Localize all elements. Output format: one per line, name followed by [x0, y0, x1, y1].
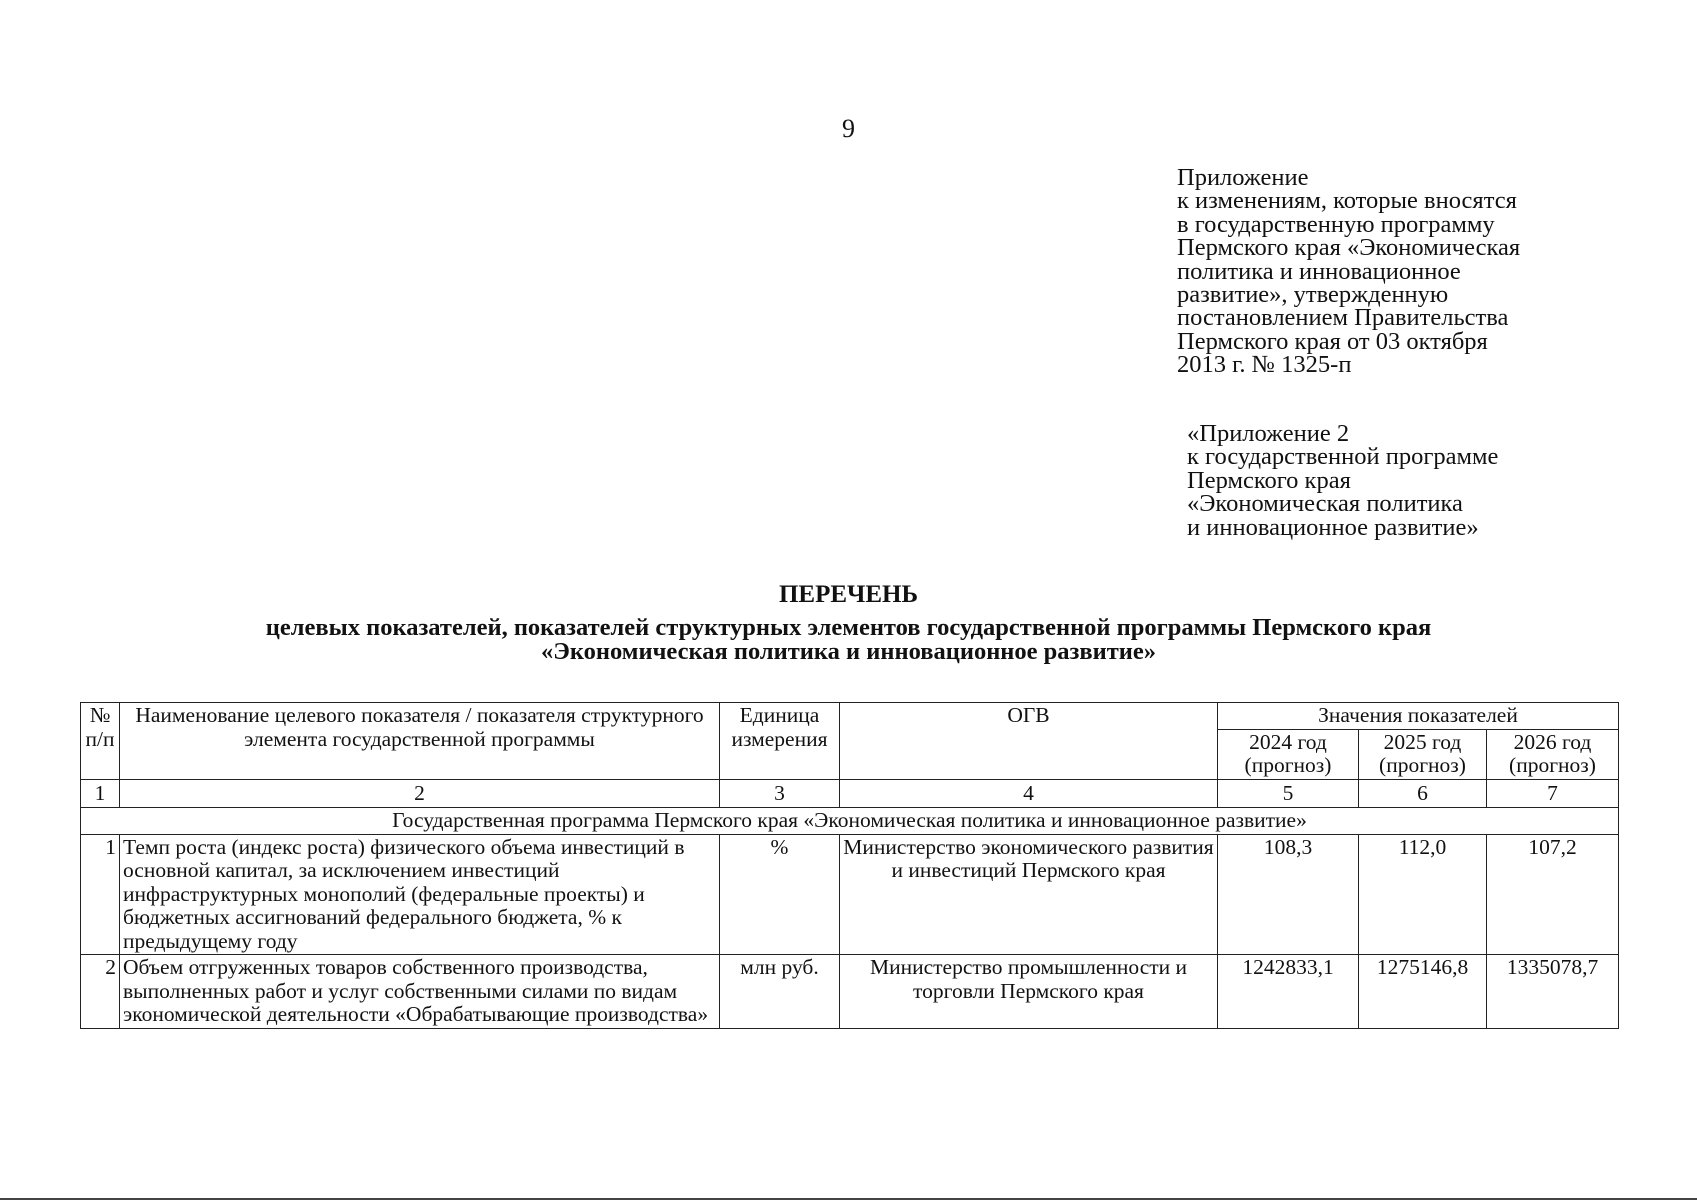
row-ogv: Министерство промышленности и торговли Пермского края	[840, 955, 1218, 1029]
appendix-2-line: «Приложение 2	[1187, 420, 1350, 447]
document-subtitle	[0, 616, 1697, 664]
appendix-line: в государственную программу	[1177, 210, 1495, 238]
column-number: 4	[840, 779, 1218, 808]
row-name: Объем отгруженных товаров собственного производства, выполненных работ и услуг собственными силами по видам экономической деятельности «Обрабатывающие производства»	[120, 955, 720, 1029]
row-value-2026: 1335078,7	[1487, 955, 1619, 1029]
row-num: 2	[81, 955, 120, 1029]
row-value-2024: 1242833,1	[1218, 955, 1359, 1029]
header-2025: 2025 год (прогноз)	[1359, 729, 1487, 779]
appendix-block	[1177, 166, 1677, 377]
document-title: ПЕРЕЧЕНЬ	[778, 581, 919, 608]
subtitle-line-2: «Экономическая политика и инновационное развитие»	[540, 638, 1157, 665]
row-num: 1	[81, 834, 120, 955]
appendix-line: развитие», утвержденную	[1177, 281, 1449, 309]
row-unit: %	[720, 834, 840, 955]
appendix-line: 2013 г. № 1325-п	[1177, 351, 1352, 379]
header-2026: 2026 год (прогноз)	[1487, 729, 1619, 779]
appendix-2-line: к государственной программе	[1187, 443, 1499, 471]
row-name: Темп роста (индекс роста) физического объема инвестиций в основной капитал, за исключением инвестиций инфраструктурных монополий (федеральные проекты) и бюджетных ассигнований федерального бюджета, % к предыдущему году	[120, 834, 720, 955]
appendix-2-line: Пермского края	[1187, 466, 1351, 494]
row-ogv: Министерство экономического развития и инвестиций Пермского края	[840, 834, 1218, 955]
header-ogv: ОГВ	[840, 703, 1218, 780]
header-row	[81, 703, 1619, 730]
section-title: Государственная программа Пермского края «Экономическая политика и инновационное развитие»	[81, 808, 1619, 835]
appendix-line: к изменениям, которые вносятся	[1177, 187, 1517, 215]
appendix-2-line: «Экономическая политика	[1187, 490, 1463, 518]
appendix-line: Пермского края «Экономическая	[1177, 234, 1521, 262]
column-number: 2	[120, 779, 720, 808]
column-number: 6	[1359, 779, 1487, 808]
appendix-2-block	[1187, 422, 1667, 539]
header-2024: 2024 год (прогноз)	[1218, 729, 1359, 779]
row-value-2025: 1275146,8	[1359, 955, 1487, 1029]
column-number: 7	[1487, 779, 1619, 808]
table-row	[81, 955, 1619, 1029]
appendix-line: Приложение	[1177, 164, 1309, 191]
row-value-2024: 108,3	[1218, 834, 1359, 955]
table-row	[81, 834, 1619, 955]
page-number: 9	[842, 114, 855, 143]
indicators-table	[80, 702, 1619, 1029]
appendix-2-line: и инновационное развитие»	[1187, 513, 1479, 541]
subtitle-line-1: целевых показателей, показателей структурных элементов государственной программы Пермского края	[265, 614, 1432, 641]
appendix-line: постановлением Правительства	[1177, 304, 1509, 332]
row-value-2025: 112,0	[1359, 834, 1487, 955]
column-number: 1	[81, 779, 120, 808]
header-unit: Единица измерения	[720, 703, 840, 780]
appendix-line: Пермского края от 03 октября	[1177, 327, 1488, 355]
column-number-row	[81, 779, 1619, 808]
header-name: Наименование целевого показателя / показателя структурного элемента государственной программы	[120, 703, 720, 780]
header-values-group: Значения показателей	[1218, 703, 1619, 730]
row-value-2026: 107,2	[1487, 834, 1619, 955]
column-number: 3	[720, 779, 840, 808]
section-row	[81, 808, 1619, 835]
column-number: 5	[1218, 779, 1359, 808]
row-unit: млн руб.	[720, 955, 840, 1029]
appendix-line: политика и инновационное	[1177, 257, 1461, 285]
header-num: № п/п	[81, 703, 120, 780]
